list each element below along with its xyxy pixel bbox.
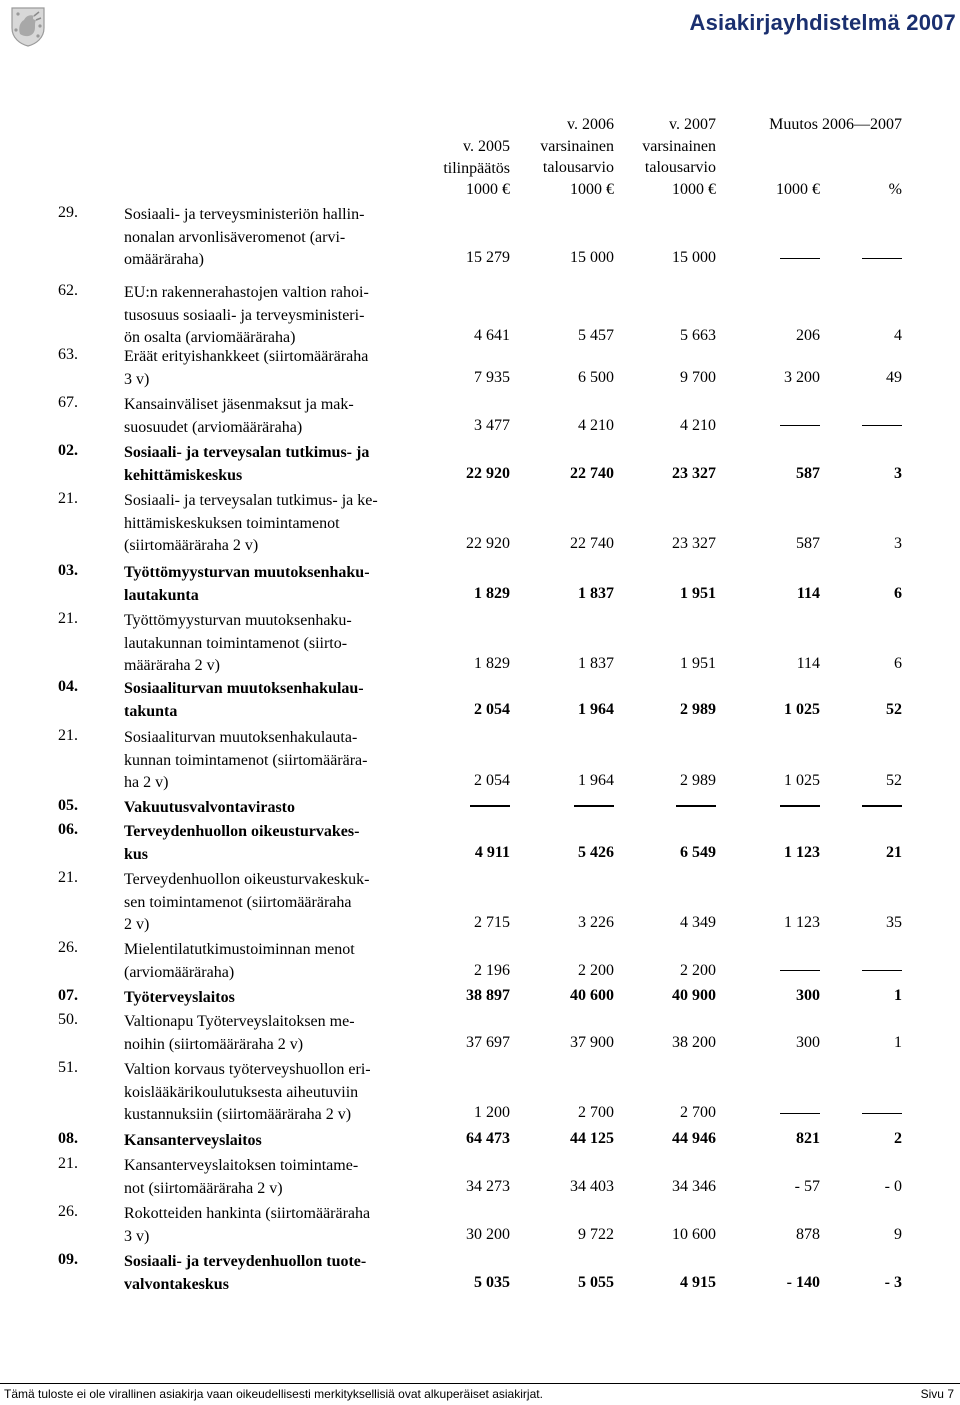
- row-value-v2007: 34 346: [672, 1177, 716, 1195]
- row-label-line: Työterveyslaitos: [124, 989, 235, 1006]
- row-label-line: (siirtomääräraha 2 v): [124, 537, 259, 554]
- row-value-v2005: 22 920: [466, 535, 510, 552]
- row-label-line: 3 v): [124, 1227, 150, 1245]
- row-label-line: Työttömyysturvan muutoksenhaku-: [124, 564, 370, 581]
- row-code: 08.: [58, 1130, 78, 1147]
- row-label-line: Työttömyysturvan muutoksenhaku-: [124, 612, 352, 629]
- col-2007-type: varsinainen: [642, 137, 716, 155]
- row-value-change: 1 123: [784, 843, 820, 861]
- row-value-change: - 140: [786, 1273, 820, 1291]
- row-label-line: Sosiaali- ja terveysalan tutkimus- ja: [124, 444, 370, 461]
- dash-mark: [676, 805, 716, 807]
- row-value-v2007: 23 327: [672, 464, 716, 482]
- row-value-v2005: 7 935: [474, 368, 510, 386]
- row-label-line: ön osalta (arviomääräraha): [124, 329, 296, 346]
- row-label-line: kehittämiskeskus: [124, 466, 243, 484]
- row-value-v2005: 3 477: [474, 416, 510, 434]
- row-value-pct: - 0: [884, 1177, 902, 1195]
- row-value-v2006: 5 457: [578, 327, 614, 344]
- row-code: 21.: [58, 1155, 78, 1172]
- footer-disclaimer: Tämä tuloste ei ole virallinen asiakirja vaan oikeudellisesti merkityksellisiä ovat alkuperäiset asiakirjat.: [4, 1387, 543, 1401]
- row-code: 03.: [58, 562, 78, 579]
- row-value-v2007: 1 951: [680, 584, 716, 602]
- row-value-pct: 21: [886, 843, 902, 861]
- col-2005-type: tilinpäätös: [443, 159, 510, 177]
- row-value-v2006: 5 426: [578, 843, 614, 861]
- row-label: [124, 869, 424, 937]
- row-value-pct: 1: [894, 1033, 902, 1051]
- row-label: [124, 346, 424, 391]
- row-value-v2007: 15 000: [672, 249, 716, 266]
- row-value-change: [780, 797, 820, 815]
- row-value-v2006: 2 200: [578, 961, 614, 979]
- row-label-line: Kansanterveyslaitos: [124, 1132, 262, 1149]
- row-label: [124, 1155, 424, 1200]
- col-2005-year: v. 2005: [463, 138, 510, 155]
- row-value-v2007: 44 946: [672, 1130, 716, 1147]
- row-value-change: 114: [796, 655, 820, 672]
- row-label: [124, 1251, 424, 1296]
- row-value-v2006: 37 900: [570, 1033, 614, 1051]
- row-value-v2006: 40 600: [570, 987, 614, 1004]
- dash-mark: [862, 258, 902, 259]
- row-value-v2005: 22 920: [466, 464, 510, 482]
- row-label-line: lautakunta: [124, 586, 199, 604]
- row-label: [124, 282, 424, 350]
- row-label-line: valvontakeskus: [124, 1275, 229, 1293]
- row-value-v2005: 2 715: [474, 914, 510, 931]
- row-value-v2006: 22 740: [570, 464, 614, 482]
- dash-mark: [780, 805, 820, 807]
- row-label-line: noihin (siirtomääräraha 2 v): [124, 1035, 304, 1053]
- row-label-line: Sosiaaliturvan muutoksenhakulau-: [124, 680, 364, 697]
- row-value-v2006: 6 500: [578, 368, 614, 386]
- row-value-pct: 3: [894, 464, 902, 482]
- col-2007-subtype: talousarvio: [644, 159, 716, 176]
- dash-mark: [470, 805, 510, 807]
- row-code: 29.: [58, 204, 78, 221]
- row-value-v2007: 23 327: [672, 535, 716, 552]
- row-label: [124, 987, 424, 1010]
- row-label-line: Valtion korvaus työterveyshuollon eri-: [124, 1061, 371, 1078]
- col-change-pct-unit: %: [888, 181, 902, 198]
- row-label-line: kus: [124, 845, 149, 863]
- row-label-line: Kansainväliset jäsenmaksut ja mak-: [124, 396, 354, 413]
- col-2007-header: [642, 114, 716, 200]
- col-change-title: Muutos 2006—2007: [769, 116, 902, 133]
- row-code: 09.: [58, 1251, 78, 1268]
- row-code: 51.: [58, 1059, 78, 1076]
- dash-mark: [780, 1113, 820, 1114]
- row-label-line: Sosiaali- ja terveysministeriön hallin-: [124, 206, 365, 223]
- row-label-line: Terveydenhuollon oikeusturvakeskuk-: [124, 871, 370, 888]
- row-value-v2006: 1 964: [578, 700, 614, 718]
- row-label: [124, 939, 424, 984]
- col-change-abs-unit: 1000 €: [776, 181, 820, 198]
- row-value-v2006: 22 740: [570, 535, 614, 552]
- row-label-line: Terveydenhuollon oikeusturvakes-: [124, 823, 360, 840]
- row-value-v2005: 5 035: [474, 1273, 510, 1291]
- row-value-v2006: 44 125: [570, 1130, 614, 1147]
- row-value-v2007: 2 989: [680, 700, 716, 718]
- row-value-pct: 52: [886, 772, 902, 789]
- row-label-line: Valtionapu Työterveyslaitoksen me-: [124, 1013, 355, 1030]
- row-value-pct: 52: [886, 700, 902, 718]
- footer-divider: [0, 1383, 960, 1384]
- row-label: [124, 394, 424, 439]
- row-value-v2005: 34 273: [466, 1177, 510, 1195]
- col-2006-subtype: talousarvio: [542, 159, 614, 176]
- row-code: 06.: [58, 821, 78, 838]
- row-value-v2007: 4 349: [680, 914, 716, 931]
- row-value-pct: 49: [886, 368, 902, 386]
- row-label-line: Eräät erityishankkeet (siirtomääräraha: [124, 348, 369, 365]
- row-value-v2005: [470, 797, 510, 815]
- row-value-pct: 1: [894, 987, 902, 1004]
- row-value-pct: 2: [894, 1130, 902, 1147]
- row-value-pct: 9: [894, 1225, 902, 1243]
- row-value-pct: [862, 417, 902, 435]
- row-label-line: nonalan arvonlisäveromenot (arvi-: [124, 228, 346, 246]
- row-label-line: not (siirtomääräraha 2 v): [124, 1179, 283, 1197]
- col-2006-header: [540, 114, 614, 200]
- dash-mark: [862, 425, 902, 426]
- row-value-v2007: 1 951: [680, 655, 716, 672]
- row-label-line: ha 2 v): [124, 774, 169, 791]
- row-value-v2006: 4 210: [578, 416, 614, 434]
- row-label: [124, 1130, 424, 1153]
- row-label-line: lautakunnan toimintamenot (siirto-: [124, 634, 348, 652]
- row-value-pct: 6: [894, 584, 902, 602]
- row-value-change: 3 200: [784, 368, 820, 386]
- col-2007-unit: 1000 €: [672, 180, 716, 198]
- row-label-line: Sosiaali- ja terveysalan tutkimus- ja ke-: [124, 492, 378, 509]
- row-value-v2007: 2 200: [680, 961, 716, 979]
- row-code: 21.: [58, 490, 78, 507]
- row-label: [124, 610, 424, 678]
- row-label: [124, 562, 424, 607]
- col-2006-type: varsinainen: [540, 137, 614, 155]
- row-value-v2006: 1 837: [578, 655, 614, 672]
- row-label-line: Sosiaali- ja terveydenhuollon tuote-: [124, 1253, 367, 1270]
- row-label-line: Kansanterveyslaitoksen toimintame-: [124, 1157, 359, 1174]
- row-value-change: 587: [796, 535, 820, 552]
- col-2006-year: v. 2006: [567, 116, 614, 133]
- col-2005-unit: 1000 €: [466, 181, 510, 198]
- row-label-line: kustannuksiin (siirtomääräraha 2 v): [124, 1106, 352, 1123]
- row-label-line: takunta: [124, 702, 178, 720]
- row-value-v2006: 1 964: [578, 772, 614, 789]
- row-value-v2007: 10 600: [672, 1225, 716, 1243]
- row-label: [124, 1059, 424, 1127]
- row-code: 67.: [58, 394, 78, 411]
- row-label-line: Rokotteiden hankinta (siirtomääräraha: [124, 1205, 371, 1222]
- row-value-change: 1 025: [784, 700, 820, 718]
- row-code: 02.: [58, 442, 78, 459]
- col-2007-year: v. 2007: [669, 116, 716, 133]
- row-value-v2005: 37 697: [466, 1033, 510, 1051]
- row-label-line: Mielentilatutkimustoiminnan menot: [124, 941, 355, 958]
- row-value-v2005: 38 897: [466, 987, 510, 1004]
- row-value-v2005: 64 473: [466, 1130, 510, 1147]
- row-label: [124, 204, 424, 272]
- row-value-change: [780, 962, 820, 980]
- row-value-v2005: 15 279: [466, 249, 510, 266]
- row-value-v2005: 30 200: [466, 1225, 510, 1243]
- row-value-pct: [862, 797, 902, 815]
- row-value-change: 821: [796, 1130, 820, 1147]
- row-value-change: 206: [796, 327, 820, 344]
- row-value-change: 1 123: [784, 914, 820, 931]
- row-value-v2005: 1 829: [474, 655, 510, 672]
- row-label-line: koislääkärikoulutuksesta aiheutuviin: [124, 1083, 359, 1101]
- row-label: [124, 490, 424, 558]
- row-label: [124, 678, 424, 723]
- row-label-line: sen toimintamenot (siirtomääräraha: [124, 893, 352, 911]
- dash-mark: [780, 970, 820, 971]
- dash-mark: [862, 970, 902, 971]
- row-label-line: kunnan toimintamenot (siirtomäärära-: [124, 751, 368, 769]
- row-label-line: Vakuutusvalvontavirasto: [124, 799, 296, 816]
- col-2005-header: [443, 136, 510, 201]
- row-value-v2007: 4 210: [680, 416, 716, 434]
- row-value-v2007: 40 900: [672, 987, 716, 1004]
- row-value-change: 300: [796, 987, 820, 1004]
- row-label-line: (arviomääräraha): [124, 963, 235, 981]
- row-value-v2007: 4 915: [680, 1273, 716, 1291]
- row-value-change: - 57: [794, 1177, 820, 1195]
- col-2006-unit: 1000 €: [570, 180, 614, 198]
- row-value-change: [780, 417, 820, 435]
- row-code: 04.: [58, 678, 78, 695]
- row-value-change: 587: [796, 464, 820, 482]
- row-label: [124, 727, 424, 795]
- row-value-pct: 35: [886, 914, 902, 931]
- row-value-v2006: [574, 797, 614, 815]
- row-value-pct: [862, 249, 902, 267]
- row-label-line: Sosiaaliturvan muutoksenhakulauta-: [124, 729, 358, 746]
- row-value-change: 300: [796, 1033, 820, 1051]
- row-label: [124, 442, 424, 487]
- row-value-change: [780, 1104, 820, 1122]
- row-value-v2006: 5 055: [578, 1273, 614, 1291]
- row-value-change: 1 025: [784, 772, 820, 789]
- row-label-line: 3 v): [124, 370, 150, 388]
- row-value-v2007: 2 700: [680, 1104, 716, 1121]
- row-value-change: 114: [796, 584, 820, 602]
- row-code: 21.: [58, 869, 78, 886]
- row-label-line: hittämiskeskuksen toimintamenot: [124, 514, 340, 532]
- row-code: 26.: [58, 939, 78, 956]
- row-value-v2007: 5 663: [680, 327, 716, 344]
- row-code: 05.: [58, 797, 78, 814]
- row-value-pct: 3: [894, 535, 902, 552]
- row-value-v2005: 1 200: [474, 1104, 510, 1121]
- coat-of-arms-icon: [6, 4, 50, 48]
- dash-mark: [862, 1113, 902, 1114]
- row-value-pct: - 3: [884, 1273, 902, 1291]
- row-label: [124, 1203, 424, 1248]
- row-value-v2005: 4 641: [474, 327, 510, 344]
- row-value-pct: 4: [894, 327, 902, 344]
- row-value-v2007: [676, 797, 716, 815]
- page-number: Sivu 7: [920, 1387, 954, 1401]
- row-label-line: 2 v): [124, 916, 150, 933]
- dash-mark: [780, 425, 820, 426]
- row-value-v2006: 34 403: [570, 1177, 614, 1195]
- row-value-v2007: 38 200: [672, 1033, 716, 1051]
- row-value-v2005: 2 054: [474, 772, 510, 789]
- row-code: 62.: [58, 282, 78, 299]
- row-code: 21.: [58, 610, 78, 627]
- row-label-line: tusosuus sosiaali- ja terveysministeri-: [124, 306, 365, 324]
- row-label-line: EU:n rakennerahastojen valtion rahoi-: [124, 284, 369, 301]
- page-header: [0, 0, 960, 46]
- row-code: 50.: [58, 1011, 78, 1028]
- row-value-v2005: 2 196: [474, 961, 510, 979]
- row-value-v2006: 9 722: [578, 1225, 614, 1243]
- row-value-v2006: 2 700: [578, 1104, 614, 1121]
- row-label-line: omääräraha): [124, 251, 204, 268]
- row-value-v2006: 15 000: [570, 249, 614, 266]
- row-value-v2005: 4 911: [474, 843, 510, 861]
- row-value-v2007: 9 700: [680, 368, 716, 386]
- document-title: Asiakirjayhdistelmä 2007: [689, 10, 956, 35]
- row-value-change: 878: [796, 1225, 820, 1243]
- row-label-line: suosuudet (arviomääräraha): [124, 418, 303, 436]
- row-value-pct: [862, 1104, 902, 1122]
- dash-mark: [780, 258, 820, 259]
- dash-mark: [862, 805, 902, 807]
- row-label: [124, 797, 424, 820]
- row-code: 63.: [58, 346, 78, 363]
- row-label-line: määräraha 2 v): [124, 657, 220, 674]
- row-value-v2005: 1 829: [474, 584, 510, 602]
- row-value-v2006: 3 226: [578, 914, 614, 931]
- row-code: 26.: [58, 1203, 78, 1220]
- row-code: 07.: [58, 987, 78, 1004]
- row-value-change: [780, 249, 820, 267]
- row-label: [124, 821, 424, 866]
- dash-mark: [574, 805, 614, 807]
- row-code: 21.: [58, 727, 78, 744]
- row-value-v2006: 1 837: [578, 584, 614, 602]
- row-value-v2005: 2 054: [474, 700, 510, 718]
- row-label: [124, 1011, 424, 1056]
- row-value-pct: 6: [894, 655, 902, 672]
- row-value-v2007: 6 549: [680, 843, 716, 861]
- row-value-v2007: 2 989: [680, 772, 716, 789]
- row-value-pct: [862, 962, 902, 980]
